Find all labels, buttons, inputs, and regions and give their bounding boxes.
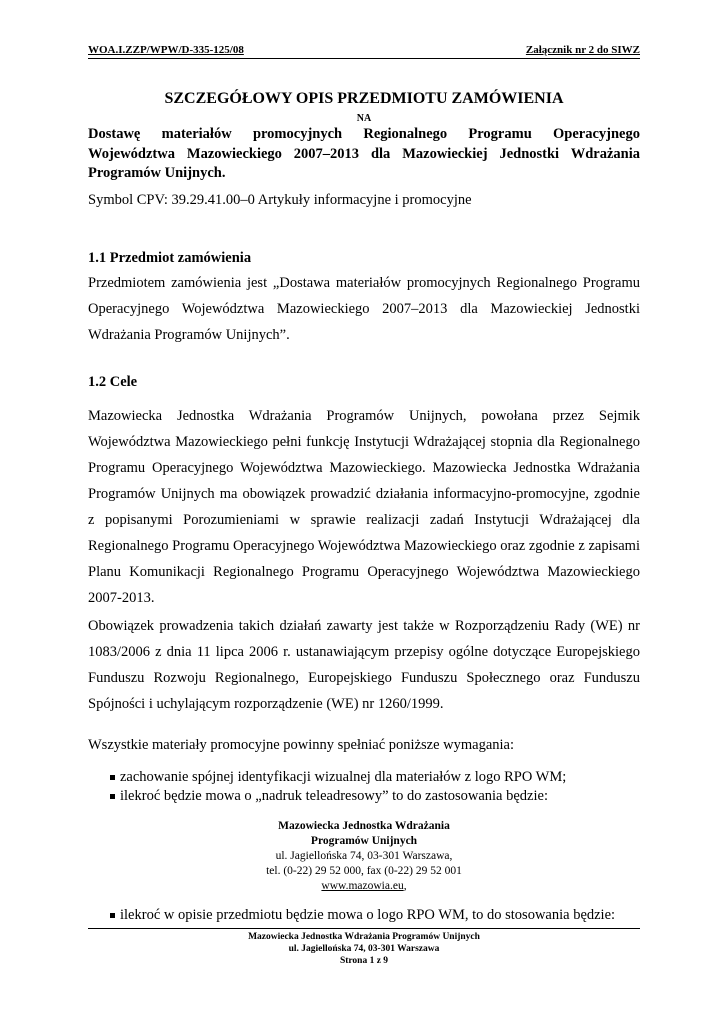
contact-address-block: [88, 819, 640, 894]
page-footer: [88, 928, 640, 967]
address-org-name-cont: Programów Unijnych: [310, 835, 418, 847]
address-phone-fax: tel. (0-22) 29 52 000, fax (0-22) 29 52 001: [266, 865, 462, 877]
document-page: [88, 0, 640, 1024]
address-website-line: [88, 879, 640, 894]
page-number: Strona 1 z 9: [339, 956, 389, 966]
bullet-square-icon: [110, 775, 115, 780]
goals-paragraph-1: Mazowiecka Jednostka Wdrażania Programów Unijnych, powołana przez Sejmik Województwa Mazowieckiego pełni funkcję Instytucji Wdrażającej stopnia dla Regionalnego Programu Operacyjnego Województwa Mazowieckiego. Mazowiecka Jednostka Wdrażania Programów Unijnych ma obowiązek prowadzić działania informacyjno-promocyjne, zgodnie z popisanymi Porozumieniami w sprawie realizacji zadań Instytucji Wdrażającej dla Regionalnego Programu Operacyjnego Województwa Mazowieckiego oraz zgodnie z zapisami Planu Komunikacji Regionalnego Programu Operacyjnego Województwa Mazowieckiego 2007-2013.: [88, 408, 640, 606]
order-subject: Dostawę materiałów promocyjnych Regionalnego Programu Operacyjnego Województwa Mazowieckiego 2007–2013 dla Mazowieckiej Jednostki Wdrażania Programów Unijnych.: [88, 126, 640, 181]
page-header: [88, 44, 640, 59]
bullet-square-icon: [110, 913, 115, 918]
requirements-list: [88, 768, 640, 806]
website-link[interactable]: www.mazowia.eu: [321, 880, 404, 892]
list-item: zachowanie spójnej identyfikacji wizualnej dla materiałów z logo RPO WM;: [88, 768, 640, 787]
document-title: SZCZEGÓŁOWY OPIS PRZEDMIOTU ZAMÓWIENIA: [164, 90, 564, 107]
address-org-name: Mazowiecka Jednostka Wdrażania: [278, 820, 450, 832]
address-street: ul. Jagiellońska 74, 03-301 Warszawa,: [275, 850, 453, 862]
section-subject-text: Przedmiotem zamówienia jest „Dostawa materiałów promocyjnych Regionalnego Programu Operacyjnego Województwa Mazowieckiego 2007–2013 dla Mazowieckiej Jednostki Wdrażania Programów Unijnych”.: [88, 275, 640, 343]
section-heading-goals: 1.2 Cele: [88, 374, 138, 390]
cpv-symbol: Symbol CPV: 39.29.41.00–0 Artykuły informacyjne i promocyjne: [88, 192, 472, 208]
bullet-square-icon: [110, 794, 115, 799]
requirements-intro: Wszystkie materiały promocyjne powinny spełniać poniższe wymagania:: [88, 737, 515, 753]
footer-address: ul. Jagiellońska 74, 03-301 Warszawa: [288, 944, 440, 954]
annex-label: Załącznik nr 2 do SIWZ: [525, 44, 640, 56]
title-connector: NA: [356, 113, 372, 124]
document-reference: WOA.I.ZZP/WPW/D-335-125/08: [88, 44, 244, 56]
list-item: ilekroć będzie mowa o „nadruk teleadresowy” to do zastosowania będzie:: [88, 787, 640, 806]
requirements-list-cont: [88, 906, 640, 925]
goals-paragraph-2: Obowiązek prowadzenia takich działań zawarty jest także w Rozporządzeniu Rady (WE) nr 1083/2006 z dnia 11 lipca 2006 r. ustanawiającym przepisy ogólne dotyczące Europejskiego Funduszu Rozwoju Regionalnego, Europejskiego Funduszu Społecznego oraz Funduszu Spójności i uchylającym rozporządzenie (WE) nr 1260/1999.: [88, 618, 640, 712]
list-item: ilekroć w opisie przedmiotu będzie mowa o logo RPO WM, to do stosowania będzie:: [88, 906, 640, 925]
website-suffix: ,: [403, 880, 407, 892]
section-heading-subject: 1.1 Przedmiot zamówienia: [88, 250, 252, 266]
footer-org: Mazowiecka Jednostka Wdrażania Programów Unijnych: [248, 932, 480, 942]
